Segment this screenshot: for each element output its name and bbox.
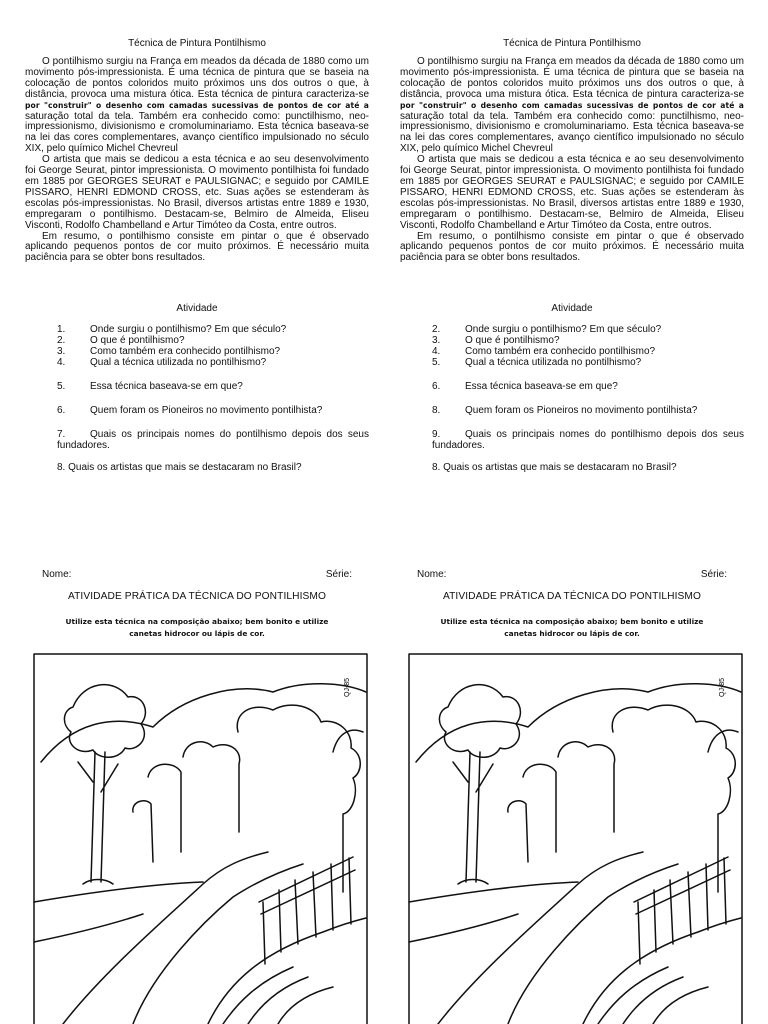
question-item xyxy=(57,346,369,357)
tree-base xyxy=(83,880,113,885)
paragraph-1-end: saturação total da tela. Também era conhecido como: punctilhismo, neo-impressionismo, divisionismo e cromoluminariamo. Esta técnica baseava-se na lei das cores complementares, avanço científico impulsionado no século XIX, pelo químico Michel Chevreul xyxy=(400,110,744,155)
question-text: O que é pontilhismo? xyxy=(465,335,560,346)
instruction-text: Utilize esta técnica na composição abaixo; bem bonito e utilize canetas hidrocor ou lápis de cor. xyxy=(65,617,329,638)
landscape-line-art xyxy=(408,652,743,1024)
coloring-landscape-drawing xyxy=(33,652,368,1024)
paragraph-1-start: O pontilhismo surgiu na França em meados da década de 1880 como um movimento pós-impressionista. É uma técnica de pintura que se baseia na colocação de pontos coloridos muito próximos uns dos outros o que, à distância, provoca uma mistura ótica. Esta técnica de pintura caracteriza-se xyxy=(25,56,369,100)
riverbank xyxy=(208,918,366,1024)
question-item: 8. Quais os artistas que mais se destacaram no Brasil? xyxy=(57,462,302,473)
intro-text xyxy=(400,57,744,264)
paragraph-1 xyxy=(25,57,369,155)
worksheet-title: Técnica de Pintura Pontilhismo xyxy=(128,38,266,49)
tree-trunk xyxy=(453,752,493,882)
riverbank-lines xyxy=(223,967,333,1024)
bush-outline xyxy=(508,801,528,862)
paragraph-1 xyxy=(400,57,744,155)
question-number: 5. xyxy=(57,381,66,392)
name-label: Nome: xyxy=(417,569,447,580)
question-number: 7. xyxy=(57,429,66,440)
question-text: Onde surgiu o pontilhismo? Em que século? xyxy=(465,324,662,335)
question-text: Qual a técnica utilizada no pontilhismo? xyxy=(465,357,642,368)
activity-title: Atividade xyxy=(176,303,218,314)
paragraph-1-small: por "construir" o desenho com camadas sucessivas de pontos de cor até a xyxy=(400,100,744,110)
paragraph-1-end: saturação total da tela. Também era conhecido como: punctilhismo, neo-impressionismo, divisionismo e cromoluminariamo. Esta técnica baseava-se na lei das cores complementares, avanço científico impulsionado no século XIX, pelo químico Michel Chevreul xyxy=(25,110,369,155)
question-number: 6. xyxy=(57,405,66,416)
grade-label: Série: xyxy=(325,569,352,580)
question-text: O que é pontilhismo? xyxy=(90,335,185,346)
bush-outline xyxy=(133,801,153,862)
bush-outline xyxy=(558,742,615,832)
question-number: 3. xyxy=(432,335,441,346)
question-number: 6. xyxy=(432,381,441,392)
question-text: Como também era conhecido pontilhismo? xyxy=(90,346,281,357)
artist-signature: QJ-85 xyxy=(719,677,726,697)
worksheet-title: Técnica de Pintura Pontilhismo xyxy=(503,38,641,49)
bush-outline xyxy=(237,705,360,892)
question-item xyxy=(432,346,744,357)
question-number: 2. xyxy=(432,324,441,335)
question-item: 8. Quais os artistas que mais se destacaram no Brasil? xyxy=(432,462,677,473)
artist-signature: QJ-85 xyxy=(344,677,351,697)
question-item xyxy=(432,357,744,368)
question-item xyxy=(57,405,369,416)
practice-title: ATIVIDADE PRÁTICA DA TÉCNICA DO PONTILHISMO xyxy=(442,591,702,602)
riverbank xyxy=(583,918,741,1024)
paragraph-3: Em resumo, o pontilhismo consiste em pintar o que é observado aplicando pequenos pontos de cor muito próximos. É necessário muita paciência para se obter bons resultados. xyxy=(400,230,744,264)
question-item xyxy=(432,324,744,335)
question-text: Quais os principais nomes do pontilhismo depois dos seus fundadores. xyxy=(57,429,369,451)
question-number: 2. xyxy=(57,335,66,346)
question-text: Quem foram os Pioneiros no movimento pontilhista? xyxy=(465,405,698,416)
practice-title: ATIVIDADE PRÁTICA DA TÉCNICA DO PONTILHISMO xyxy=(67,591,327,602)
paragraph-1-small: por "construir" o desenho com camadas sucessivas de pontos de cor até a xyxy=(25,100,369,110)
instruction-text: Utilize esta técnica na composição abaixo; bem bonito e utilize canetas hidrocor ou lápis de cor. xyxy=(440,617,704,638)
tree-base xyxy=(458,880,488,885)
worksheet-right xyxy=(400,0,744,1024)
ground-line xyxy=(34,882,203,942)
fence-rails xyxy=(634,857,730,914)
question-number: 4. xyxy=(432,346,441,357)
question-text: Qual a técnica utilizada no pontilhismo? xyxy=(90,357,267,368)
road xyxy=(438,852,678,1024)
question-text: Quais os principais nomes do pontilhismo depois dos seus fundadores. xyxy=(432,429,744,451)
bush-outline xyxy=(183,742,240,832)
question-item xyxy=(432,381,744,392)
coloring-landscape-drawing xyxy=(408,652,743,1024)
riverbank-lines xyxy=(598,967,708,1024)
fence-rails xyxy=(259,857,355,914)
drawing-frame xyxy=(409,654,742,1024)
intro-text xyxy=(25,57,369,264)
question-item xyxy=(57,335,369,346)
question-text: Como também era conhecido pontilhismo? xyxy=(465,346,656,357)
paragraph-2: O artista que mais se dedicou a esta técnica e ao seu desenvolvimento foi George Seurat, pintor impressionista. O movimento pontilhista foi fundado em 1885 por GEORGES SEURAT e PAULSIGNAC; e seguido por CAMILE PISSARO, HENRI EDMOND CROSS, etc. Suas ações se estenderam às escolas pós-impressionistas. No Brasil, diversos artistas entre 1889 e 1930, empregaram o pontilhismo. Destacam-se, Belmiro de Almeida, Eliseu Visconti, Rodolfo Chambelland e Artur Timóteo da Costa, entre outros. xyxy=(400,154,744,231)
question-text: Onde surgiu o pontilhismo? Em que século? xyxy=(90,324,287,335)
grade-label: Série: xyxy=(700,569,727,580)
question-item xyxy=(432,405,744,416)
question-number: 4. xyxy=(57,357,66,368)
paragraph-2: O artista que mais se dedicou a esta técnica e ao seu desenvolvimento foi George Seurat, pintor impressionista. O movimento pontilhista foi fundado em 1885 por GEORGES SEURAT e PAULSIGNAC; e seguido por CAMILE PISSARO, HENRI EDMOND CROSS, etc. Suas ações se estenderam às escolas pós-impressionistas. No Brasil, diversos artistas entre 1889 e 1930, empregaram o pontilhismo. Destacam-se, Belmiro de Almeida, Eliseu Visconti, Rodolfo Chambelland e Artur Timóteo da Costa, entre outros. xyxy=(25,154,369,231)
question-text: Essa técnica baseava-se em que? xyxy=(465,381,618,392)
road xyxy=(63,852,303,1024)
tree-crown xyxy=(439,685,520,758)
paragraph-3: Em resumo, o pontilhismo consiste em pintar o que é observado aplicando pequenos pontos de cor muito próximos. É necessário muita paciência para se obter bons resultados. xyxy=(25,230,369,264)
question-text: Quem foram os Pioneiros no movimento pontilhista? xyxy=(90,405,323,416)
question-item xyxy=(57,324,369,335)
question-item xyxy=(432,335,744,346)
ground-line xyxy=(409,882,578,942)
tree-trunk xyxy=(78,752,118,882)
question-number: 1. xyxy=(57,324,66,335)
question-item xyxy=(432,429,744,451)
bush-outline xyxy=(612,705,735,892)
question-item xyxy=(57,357,369,368)
drawing-frame xyxy=(34,654,367,1024)
paragraph-1-start: O pontilhismo surgiu na França em meados da década de 1880 como um movimento pós-impressionista. É uma técnica de pintura que se baseia na colocação de pontos coloridos muito próximos uns dos outros o que, à distância, provoca uma mistura ótica. Esta técnica de pintura caracteriza-se xyxy=(400,56,744,100)
question-number: 3. xyxy=(57,346,66,357)
landscape-line-art xyxy=(33,652,368,1024)
question-number: 8. xyxy=(432,405,441,416)
tree-crown xyxy=(64,685,145,758)
activity-title: Atividade xyxy=(551,303,593,314)
question-number: 9. xyxy=(432,429,441,440)
question-item xyxy=(57,381,369,392)
worksheet-left xyxy=(25,0,369,1024)
name-label: Nome: xyxy=(42,569,72,580)
question-number: 5. xyxy=(432,357,441,368)
question-text: Essa técnica baseava-se em que? xyxy=(90,381,243,392)
question-item xyxy=(57,429,369,451)
